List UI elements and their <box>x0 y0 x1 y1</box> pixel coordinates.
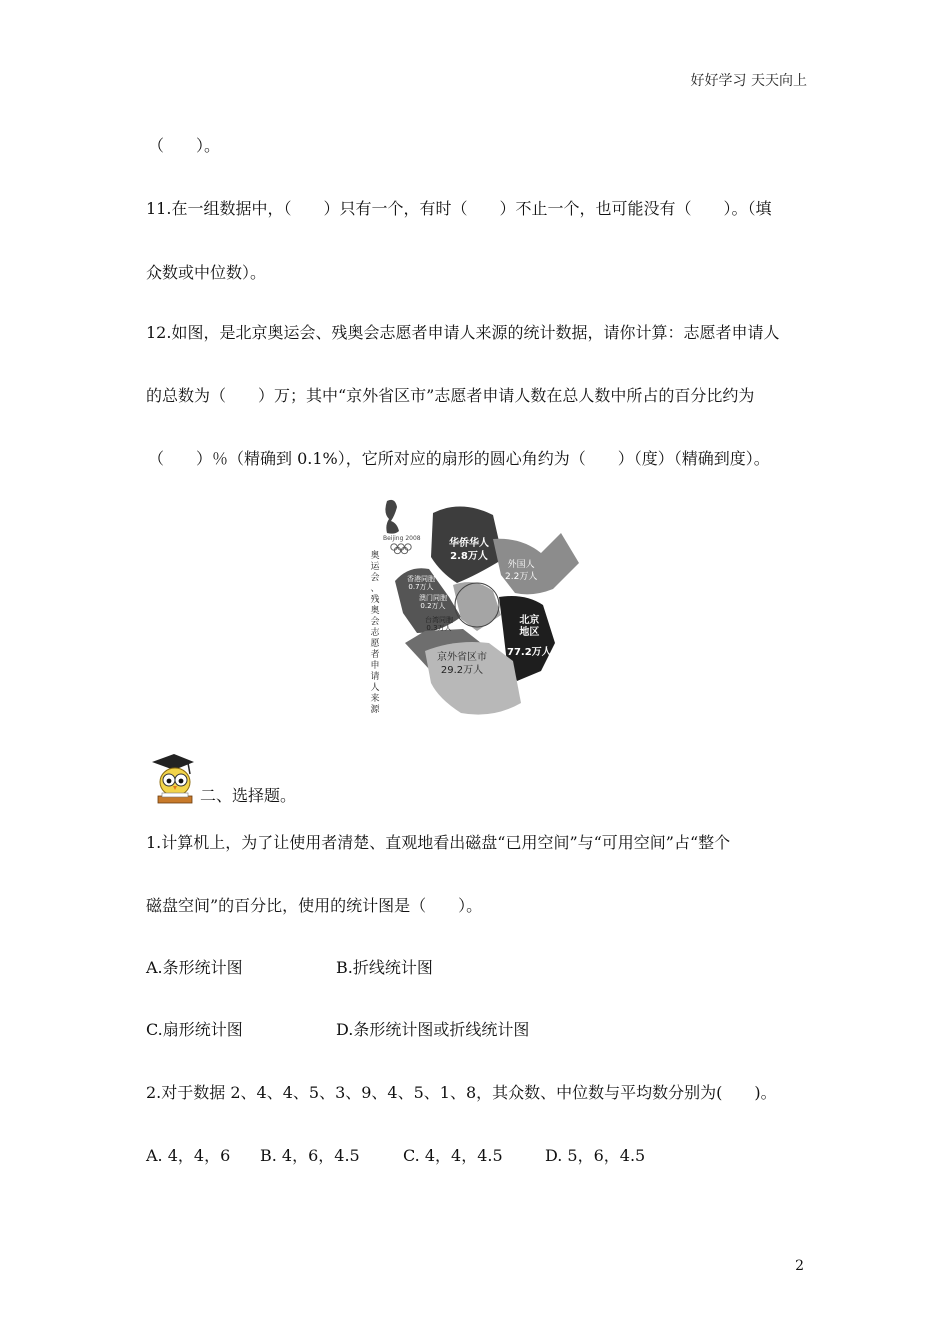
question-11-line-2: 众数或中位数）。 <box>146 263 267 282</box>
label-overseas-chinese: 华侨华人 2.8万人 <box>449 538 489 562</box>
q2-option-d: D. 5，6，4.5 <box>545 1146 646 1165</box>
question-12-line-1: 12.如图，是北京奥运会、残奥会志愿者申请人来源的统计数据，请你计算：志愿者申请人 <box>146 323 780 342</box>
title-char: 者 <box>370 650 380 660</box>
hands-pie-graphic <box>365 493 583 721</box>
q1-option-b: B.折线统计图 <box>336 958 433 977</box>
owl-mascot-icon <box>148 752 198 806</box>
page-header: 好好学习 天天向上 <box>690 73 807 89</box>
q2-option-b: B. 4，6，4.5 <box>260 1146 360 1165</box>
page-number: 2 <box>795 1258 804 1274</box>
label-foreigners: 外国人 2.2万人 <box>505 560 538 582</box>
text-line: （ ）。 <box>148 136 221 155</box>
title-char: 奥 <box>370 551 380 561</box>
title-char: 人 <box>370 683 380 693</box>
question-1-line-2: 磁盘空间”的百分比，使用的统计图是（ ）。 <box>146 896 483 915</box>
q2-option-c: C. 4，4，4.5 <box>403 1146 503 1165</box>
title-char: 、 <box>370 584 380 594</box>
question-2-line-1: 2.对于数据 2、4、4、5、3、9、4、5、1、8，其众数、中位数与平均数分别为( )。 <box>146 1083 777 1102</box>
title-char: 残 <box>370 595 380 605</box>
label-other-provinces: 京外省区市 29.2万人 <box>437 652 487 676</box>
title-char: 源 <box>370 705 380 715</box>
question-12-line-2: 的总数为（ ）万；其中“京外省区市”志愿者申请人数在总人数中所占的百分比约为 <box>146 386 755 405</box>
title-char: 来 <box>370 694 380 704</box>
title-char: 运 <box>370 562 380 572</box>
title-char: 志 <box>370 628 380 638</box>
label-macau: 澳门同胞 0.2万人 <box>419 594 447 610</box>
q2-option-a: A. 4，4，6 <box>146 1146 231 1165</box>
title-char: 会 <box>370 617 380 627</box>
title-char: 愿 <box>370 639 380 649</box>
question-1-line-1: 1.计算机上，为了让使用者清楚、直观地看出磁盘“已用空间”与“可用空间”占“整个 <box>146 833 731 852</box>
q1-option-d: D.条形统计图或折线统计图 <box>336 1020 530 1039</box>
question-12-line-3: （ ）％（精确到 0.1%），它所对应的扇形的圆心角约为（ ）（度）（精确到度）。 <box>148 449 770 468</box>
question-11-line-1: 11.在一组数据中，（ ）只有一个，有时（ ）不止一个，也可能没有（ ）。（填 <box>146 199 772 218</box>
logo-text: Beijing 2008 <box>383 535 421 542</box>
title-char: 请 <box>370 672 380 682</box>
label-hongkong: 香港同胞 0.7万人 <box>407 575 435 591</box>
figure-vertical-title <box>369 551 381 716</box>
label-beijing: 北京 地区 77.2万人 <box>507 615 552 658</box>
title-char: 申 <box>370 661 380 671</box>
title-char: 奥 <box>370 606 380 616</box>
label-taiwan: 台湾同胞 0.3万人 <box>425 616 453 632</box>
title-char: 会 <box>370 573 380 583</box>
beijing-2008-logo <box>383 500 421 554</box>
section-2-header <box>148 752 296 806</box>
q1-option-c: C.扇形统计图 <box>146 1020 243 1039</box>
q1-option-a: A.条形统计图 <box>146 958 243 977</box>
volunteer-source-figure <box>365 493 583 721</box>
section-2-title: 二、选择题。 <box>200 786 297 805</box>
